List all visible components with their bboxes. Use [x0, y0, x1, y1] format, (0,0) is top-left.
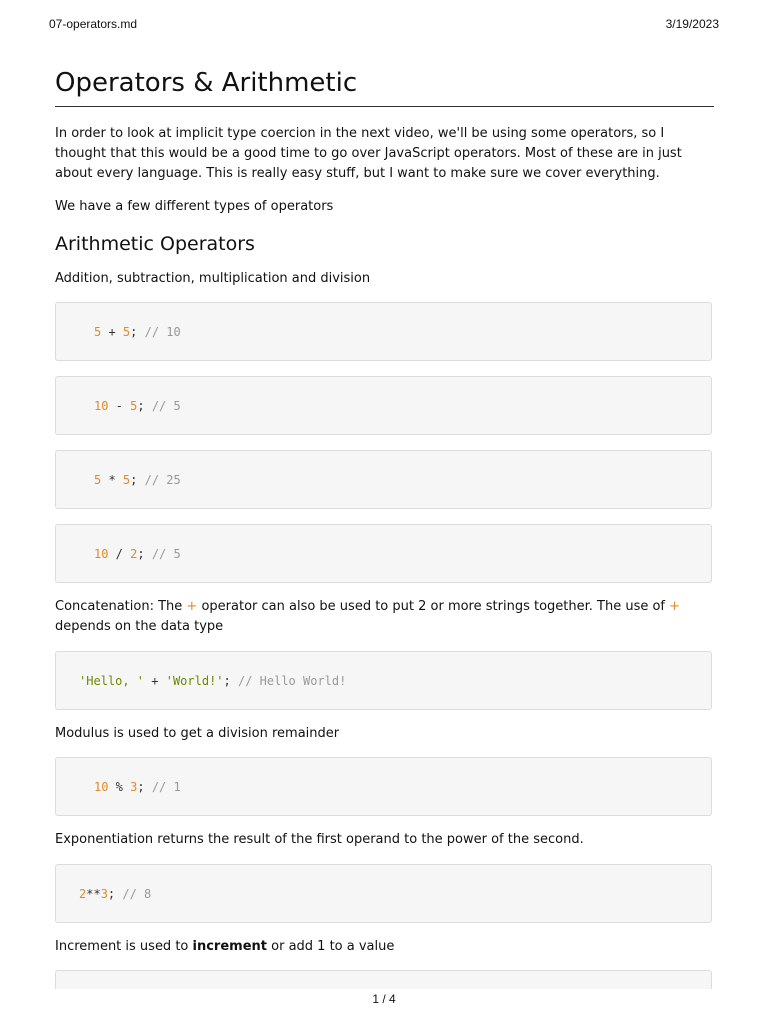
document-page [55, 0, 714, 989]
code-number: 5 [94, 473, 102, 487]
code-comment: // 25 [137, 473, 181, 487]
code-number: 5 [130, 399, 138, 413]
concat-text: depends on the data type [55, 619, 224, 634]
code-block-addition [55, 302, 712, 361]
code-operator: + [144, 674, 166, 688]
inline-plus-operator: + [669, 599, 681, 614]
code-line [94, 303, 181, 362]
code-number: 2 [130, 547, 138, 561]
code-block-subtraction [55, 376, 712, 435]
page-indicator: 1 / 4 [372, 992, 396, 1006]
increment-text: or add 1 to a value [267, 939, 395, 954]
modulus-paragraph: Modulus is used to get a division remainder [55, 726, 340, 741]
arithmetic-heading: Arithmetic Operators [55, 233, 255, 255]
code-comment: // 1 [144, 780, 181, 794]
code-semicolon: ; [130, 325, 138, 339]
increment-paragraph [55, 937, 714, 957]
code-number: 3 [100, 887, 108, 901]
code-semicolon: ; [137, 547, 145, 561]
page-title: Operators & Arithmetic [55, 66, 714, 107]
code-operator: % [108, 780, 131, 794]
code-semicolon: ; [107, 887, 116, 901]
code-comment: // 10 [137, 325, 181, 339]
code-line [94, 451, 181, 510]
concat-text: Concatenation: The [55, 599, 187, 614]
arithmetic-description: Addition, subtraction, multiplication and division [55, 271, 371, 286]
intro-paragraph: In order to look at implicit type coercion in the next video, we'll be using some operators, so I thought that this would be a good time to go over JavaScript operators. Most of these are in just about every language. This is really easy stuff, but I want to make sure we cover everything. [55, 126, 682, 181]
file-name: 07-operators.md [49, 17, 138, 31]
code-operator: - [108, 399, 131, 413]
types-paragraph: We have a few different types of operators [55, 199, 334, 214]
code-operator: + [101, 325, 123, 339]
code-operator: * [101, 473, 123, 487]
code-number: 10 [94, 547, 109, 561]
code-line [94, 525, 181, 584]
code-string: 'World!' [165, 674, 224, 688]
code-line [79, 652, 346, 711]
inline-plus-operator: + [186, 599, 198, 614]
code-comment: // Hello World! [230, 674, 347, 688]
concat-text: operator can also be used to put 2 or more strings together. The use of [197, 599, 670, 614]
code-comment: // 8 [115, 887, 152, 901]
code-operator: / [108, 547, 131, 561]
code-block-modulus [55, 757, 712, 816]
code-number: 2 [79, 887, 87, 901]
code-number: 5 [94, 325, 102, 339]
increment-text: Increment is used to [55, 939, 193, 954]
code-block-concatenation [55, 651, 712, 710]
code-semicolon: ; [137, 399, 145, 413]
concatenation-paragraph [55, 597, 714, 637]
code-semicolon: ; [223, 674, 231, 688]
code-operator: ** [86, 887, 101, 901]
code-number: 10 [94, 399, 109, 413]
code-block-multiplication [55, 450, 712, 509]
code-line [79, 865, 151, 924]
code-comment: // 5 [144, 399, 181, 413]
code-number: 5 [122, 473, 131, 487]
increment-bold-text: increment [192, 939, 267, 954]
code-comment: // 5 [144, 547, 181, 561]
code-number: 3 [130, 780, 138, 794]
code-block-increment-partial [55, 970, 712, 989]
code-block-division [55, 524, 712, 583]
code-line [94, 758, 181, 817]
print-date: 3/19/2023 [665, 17, 719, 31]
code-semicolon: ; [130, 473, 138, 487]
code-semicolon: ; [137, 780, 145, 794]
code-string: 'Hello, ' [79, 674, 145, 688]
exponentiation-paragraph: Exponentiation returns the result of the first operand to the power of the second. [55, 832, 584, 847]
code-line [94, 377, 181, 436]
code-number: 10 [94, 780, 109, 794]
code-number: 5 [122, 325, 131, 339]
code-block-exponentiation [55, 864, 712, 923]
